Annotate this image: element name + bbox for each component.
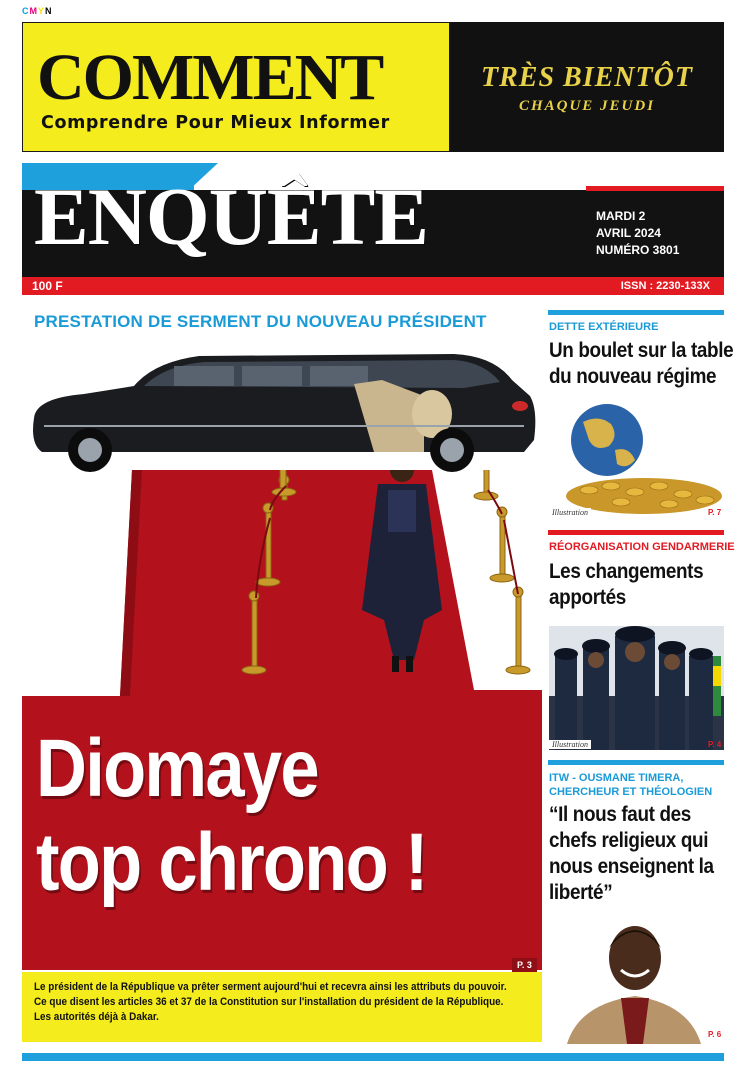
coming-soon-panel	[450, 22, 724, 152]
footer-blue-bar	[22, 1053, 724, 1061]
sidebar-title-3-line-2: chefs religieux qui	[549, 829, 709, 852]
sidebar-title-2-line-2: apportés	[549, 586, 626, 609]
sidebar-page-ref-3: P. 6	[708, 1030, 722, 1039]
sidebar-title-3-line-1: “Il nous faut des	[549, 803, 691, 826]
sidebar-kicker-3-line-1: ITW - OUSMANE TIMERA,	[549, 772, 684, 784]
main-headline	[36, 722, 457, 910]
sidebar-title-1-line-2: du nouveau régime	[549, 365, 717, 388]
sidebar-kicker-1: DETTE EXTÉRIEURE	[549, 321, 659, 333]
headline-line-1: Diomaye	[36, 723, 318, 814]
sidebar-rule-1	[548, 310, 724, 315]
sidebar-kicker-3	[549, 771, 712, 799]
main-story-kicker: PRESTATION DE SERMENT DU NOUVEAU PRÉSIDENT	[34, 312, 487, 331]
masthead-red-rule	[586, 186, 724, 191]
sidebar-title-3-line-3: nous enseignent la	[549, 855, 714, 878]
coming-soon-subtitle: CHAQUE JEUDI	[518, 98, 656, 114]
main-story-page-ref: P. 3	[512, 958, 537, 972]
print-color-marks: CMYN	[22, 6, 53, 16]
comment-ad-banner	[22, 22, 450, 152]
headline-line-2: top chrono !	[36, 817, 427, 908]
cover-price: 100 F	[32, 279, 63, 293]
sidebar-kicker-2: RÉORGANISATION GENDARMERIE	[549, 541, 735, 553]
interviewee-portrait	[549, 910, 724, 1044]
sidebar-page-ref-2: P. 4	[708, 740, 722, 749]
limousine-illustration	[24, 340, 542, 480]
sidebar-page-ref-1: P. 7	[708, 508, 722, 517]
issn-number: ISSN : 2230-133X	[620, 280, 710, 292]
newspaper-logo: ENQUÊTE	[34, 171, 428, 262]
issue-number: NUMÉRO 3801	[596, 243, 680, 257]
gendarmes-image	[549, 626, 724, 750]
sidebar-title-3-line-4: liberté”	[549, 881, 613, 904]
main-story-summary	[22, 972, 542, 1042]
sidebar-kicker-3-line-2: CHERCHEUR ET THÉOLOGIEN	[549, 786, 713, 798]
globe-coins-image	[549, 400, 724, 518]
summary-line-1: Le président de la République va prêter serment aujourd'hui et recevra ainsi les attributs du pouvoir.	[34, 981, 507, 993]
issue-month-year: AVRIL 2024	[596, 226, 661, 240]
summary-line-2: Ce que disent les articles 36 et 37 de la Constitution sur l'installation du président de la République.	[34, 996, 504, 1008]
sidebar-title-1-line-1: Un boulet sur la table	[549, 339, 734, 362]
comment-logo: COMMENT	[37, 41, 383, 114]
issue-day: MARDI 2	[596, 209, 646, 223]
sidebar-caption-2: Illustration	[549, 740, 591, 749]
sidebar-rule-2	[548, 530, 724, 535]
summary-line-3: Les autorités déjà à Dakar.	[34, 1011, 159, 1023]
comment-tagline: Comprendre Pour Mieux Informer	[41, 113, 390, 133]
coming-soon-title: TRÈS BIENTÔT	[481, 62, 693, 93]
sidebar-title-2-line-1: Les changements	[549, 560, 704, 583]
price-bar	[22, 277, 724, 295]
sidebar-title-3	[549, 802, 714, 906]
sidebar-caption-1: Illustration	[549, 508, 591, 517]
issue-date-block	[596, 208, 706, 259]
sidebar-title-2	[549, 559, 709, 611]
sidebar-rule-3	[548, 760, 724, 765]
sidebar-title-1	[549, 338, 734, 390]
